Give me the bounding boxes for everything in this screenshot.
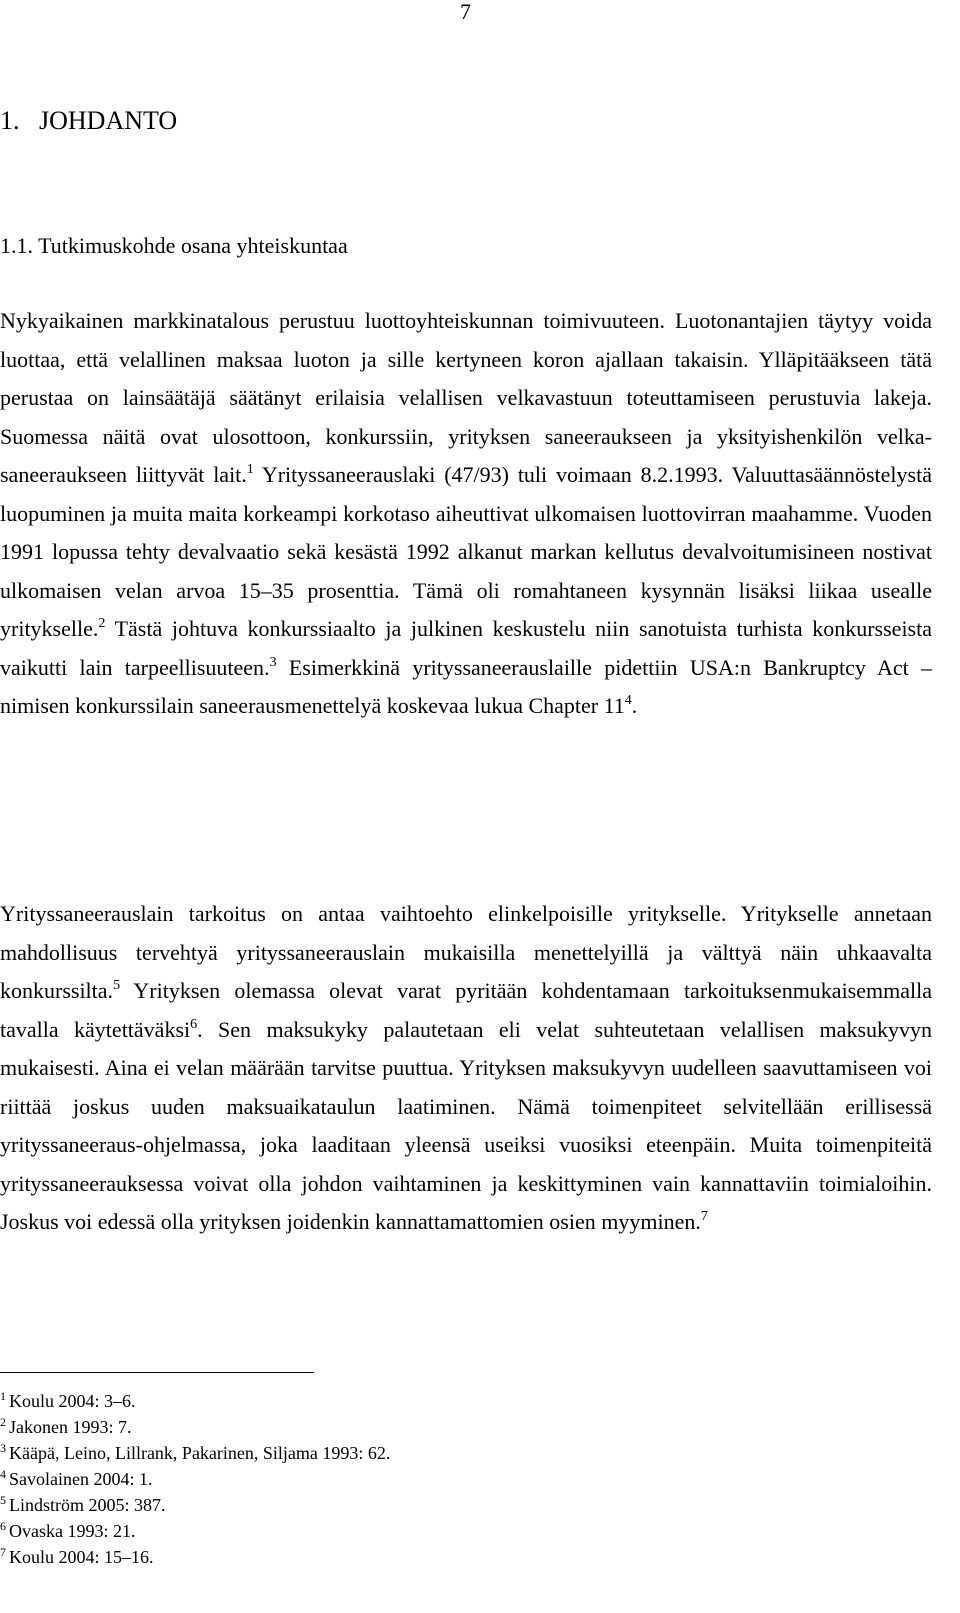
footnote-ref: 2 [98, 616, 106, 631]
footnote-text: Savolainen 2004: 1. [9, 1469, 153, 1489]
paragraph-text: Nykyaikainen markkinatalous perustuu luottoyhteiskunnan toimivuuteen. Luotonantajien täytyy voida luottaa, että velallinen maksaa luoton ja sille kertyneen koron ajallaan takaisin. Ylläpitääkseen tätä perustaa on lainsäätäjä säätänyt erilaisia velallisen velkavastuun toteuttamiseen perustuvia lakeja. Suomessa näitä ovat ulosottoon, konkurssiin, yrityksen saneeraukseen ja yksityishenkilön velka-saneeraukseen liittyvät lait. [0, 308, 932, 487]
page-number: 7 [460, 0, 471, 24]
paragraph-text: Esimerkkinä yrityssaneerauslaille pidettiin USA:n Bankruptcy Act –nimisen konkurssilain saneerausmenettelyä koskevaa lukua Chapter 11 [0, 654, 933, 718]
footnote-text: Kääpä, Leino, Lillrank, Pakarinen, Siljama 1993: 62. [9, 1443, 391, 1463]
footnote-item [0, 1388, 390, 1414]
paragraph-text: Yrityksen olemassa olevat varat pyritään kohdentamaan tarkoituksenmukaisemmalla tavalla käytettäväksi [0, 978, 932, 1042]
footnote-number: 4 [0, 1467, 6, 1481]
footnote-ref: 3 [269, 654, 277, 670]
footnote-ref: 4 [624, 693, 632, 708]
footnote-number: 2 [0, 1415, 6, 1429]
paragraph-text: Tästä johtuva konkurssiaalto ja julkinen keskustelu niin sanotuista turhista konkursseista vaikutti lain tarpeellisuuteen. [0, 616, 932, 680]
footnote-item [0, 1492, 390, 1518]
footnote-item [0, 1518, 390, 1544]
footnote-number: 1 [0, 1389, 6, 1403]
footnote-text: Ovaska 1993: 21. [9, 1521, 136, 1541]
footnote-text: Koulu 2004: 3–6. [9, 1391, 136, 1411]
footnote-text: Lindström 2005: 387. [9, 1495, 166, 1515]
section-title: 1.1. Tutkimuskohde osana yhteiskuntaa [0, 233, 348, 258]
footnote-list [0, 1388, 390, 1570]
paragraph-text: . [631, 693, 638, 718]
footnote-item [0, 1544, 390, 1570]
footnote-ref: 5 [113, 978, 121, 993]
footnote-text: Jakonen 1993: 7. [9, 1417, 132, 1437]
footnote-item [0, 1440, 390, 1466]
footnote-number: 7 [0, 1545, 6, 1559]
chapter-title: 1. JOHDANTO [0, 106, 178, 135]
paragraph-intro [0, 302, 932, 726]
paragraph-text: Yrityssaneerauslain tarkoitus on antaa vaihtoehto elinkelpoisille yritykselle. Yritykselle annetaan mahdollisuus tervehtyä yrityssaneerauslain mukaisilla menettelyillä ja välttyä näin uhkaavalta konkurssilta. [0, 901, 932, 1003]
footnote-text: Koulu 2004: 15–16. [9, 1547, 154, 1567]
footnote-ref: 1 [246, 462, 254, 477]
footnote-number: 6 [0, 1519, 6, 1533]
footnote-ref: 6 [190, 1016, 198, 1032]
footnote-number: 5 [0, 1493, 6, 1507]
footnote-number: 3 [0, 1441, 6, 1455]
footnote-ref: 7 [700, 1209, 708, 1224]
paragraph-text: Yrityssaneerauslaki (47/93) tuli voimaan 8.2.1993. Valuuttasäännöstelystä luopuminen ja muita maita korkeampi korkotaso aiheuttivat ulkomaisen luottovirran maahamme. Vuoden 1991 lopussa tehty devalvaatio sekä kesästä 1992 alkanut markan kellutus devalvoitumisineen nostivat ulkomaisen velan arvoa 15–35 prosenttia. Tämä oli romahtaneen kysynnän lisäksi liikaa usealle yritykselle. [0, 462, 932, 641]
footnote-separator [0, 1372, 314, 1373]
footnote-item [0, 1414, 390, 1440]
footnote-item [0, 1466, 390, 1492]
paragraph-text: . Sen maksukyky palautetaan eli velat suhteutetaan velallisen maksukyvyn mukaisesti. Aina ei velan määrään tarvitse puuttua. Yrityksen maksukyvyn uudelleen saavuttamiseen voi riittää joskus uuden maksuaikataulun laatiminen. Nämä toimenpiteet selvitellään erillisessä yrityssaneeraus-ohjelmassa, joka laaditaan yleensä useiksi vuosiksi eteenpäin. Muita toimenpiteitä yrityssaneerauksessa voivat olla johdon vaihtaminen ja keskittyminen vain kannattaviin toimialoihin. Joskus voi edessä olla yrityksen joidenkin kannattamattomien osien myyminen. [0, 1016, 933, 1234]
paragraph-purpose [0, 895, 932, 1242]
